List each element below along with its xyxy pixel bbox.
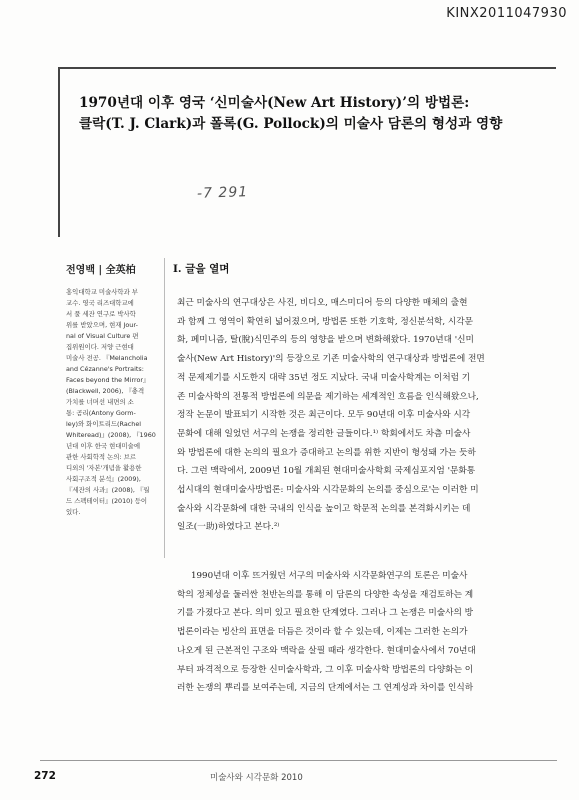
handwritten-note: -7 291 bbox=[196, 184, 249, 202]
document-id: KINX2011047930 bbox=[446, 6, 567, 21]
body-text-line: 와 방법론에 대한 논의의 필요가 증대하고 논의를 위한 지반이 형성돼 가는 듯하 bbox=[177, 447, 476, 458]
body-text-line: 술사와 시각문화에 대한 국내의 인식을 높이고 학문적 논의를 본격화시키는 데 bbox=[177, 503, 471, 514]
author-bio-line: 드 스펙테이터』(2010) 등이 bbox=[66, 497, 148, 505]
body-text-line: 존 미술사학의 전통적 방법론에 의문을 제기하는 세계적인 흐름을 인식해왔으나, bbox=[177, 391, 479, 402]
author-bio-line: 위를 받았으며, 현재 Jour- bbox=[66, 321, 138, 329]
author-bio-line: 있다. bbox=[66, 508, 81, 516]
footer-rule bbox=[40, 760, 557, 761]
column-divider bbox=[164, 258, 165, 558]
author-bio-line: 교수. 영국 리즈대학교에 bbox=[66, 299, 134, 307]
author-bio-line: Faces beyond the Mirror』 bbox=[66, 376, 150, 384]
body-text-line: 법론이라는 빙산의 표면을 더듬은 것이라 할 수 있는데, 이제는 그러한 논의가 bbox=[177, 627, 468, 638]
author-bio-line: 년대 이후 한국 현대미술에 bbox=[66, 442, 141, 450]
author-bio-line: 디외의 '자본'개념을 활용한 bbox=[66, 464, 142, 472]
author-bio-line: 『세잔의 사과』(2008), 『월 bbox=[66, 486, 150, 494]
author-bio-line: 집위원이다. 저양 근현대 bbox=[66, 343, 134, 351]
author-bio-line: and Cézanne's Portraits: bbox=[66, 365, 144, 373]
author-bio-line: 가치를 너머선 내면의 소 bbox=[66, 398, 134, 406]
author-bio-line: 서 풀 세잔 연구로 박사학 bbox=[66, 310, 136, 318]
page-number: 272 bbox=[34, 770, 56, 782]
journal-name: 미술사와 시각문화 2010 bbox=[210, 773, 303, 783]
title-frame-left-rule bbox=[58, 67, 60, 237]
body-text-line: 기를 가졌다고 본다. 의미 있고 필요한 단계였다. 그러나 그 논쟁은 미술사의 방 bbox=[177, 608, 474, 619]
body-text-line: 화, 페미니즘, 탈(脫)식민주의 등의 영향을 받으며 변화해왔다. 1970년대 '신미 bbox=[177, 335, 474, 346]
article-title bbox=[79, 93, 549, 135]
body-text-line: 문화에 대해 일었던 서구의 논쟁을 정리한 글들이다.¹⁾ 학회에서도 차츰 미술사 bbox=[177, 428, 471, 439]
body-text-line: 학의 정체성을 둘러싼 천반논의를 통해 이 담론의 다양한 속성을 재검토하는 계 bbox=[177, 589, 474, 600]
author-bio-line: (Blackwell, 2006), 『충격 bbox=[66, 387, 145, 395]
title-line-2: 클락(T. J. Clark)과 폴록(G. Pollock)의 미술사 담론의 형성과 영향 bbox=[79, 116, 503, 132]
author-name: 전영백 | 全英柏 bbox=[66, 265, 136, 276]
author-bio bbox=[66, 287, 158, 518]
body-paragraph-1 bbox=[177, 294, 552, 537]
title-line-1: 1970년대 이후 영국 ‘신미술사(New Art History)’의 방법론: bbox=[79, 95, 470, 111]
author-bio-line: ley)와 화이트리드(Rachel bbox=[66, 420, 142, 428]
body-text-line: 1990년대 이후 뜨거웠던 서구의 미술사와 시각문화연구의 토론은 미술사 bbox=[191, 571, 468, 581]
author-bio-line: Whiteread)』(2008), 『1960 bbox=[66, 431, 156, 439]
body-text-line: 최근 미술사의 연구대상은 사진, 비디오, 매스미디어 등의 다양한 매체의 출현 bbox=[177, 298, 468, 308]
author-bio-line: 사회구조적 분석』(2009), bbox=[66, 475, 141, 483]
author-bio-line: nal of Visual Culture 편 bbox=[66, 332, 139, 340]
body-text-line: 러한 논쟁의 뿌리를 보여주는데, 지금의 단계에서는 그 연계성과 차이를 인식하 bbox=[177, 683, 474, 694]
body-text-line: 적 문제제기를 시도한지 대략 35년 정도 지났다. 국내 미술사학계는 이처럼 기 bbox=[177, 372, 471, 383]
body-text-line: 섭시대의 현대미술사방법론: 미술사와 시각문화의 논의를 중심으로'는 이러한 미 bbox=[177, 485, 479, 496]
author-bio-line: 통: 곰리(Antony Gorm- bbox=[66, 409, 136, 417]
body-text-line: 정작 논문이 발표되기 시작한 것은 최근이다. 모두 90년대 이후 미술사와 시각 bbox=[177, 410, 471, 421]
author-bio-line: 미술사 전공. 『Melancholia bbox=[66, 354, 148, 362]
body-text-line: 다. 그런 맥락에서, 2009년 10월 개최된 현대미술사학회 국제심포지엄 '문화통 bbox=[177, 466, 476, 477]
author-bio-line: 관한 사회학적 논의: 브르 bbox=[66, 453, 136, 461]
body-paragraph-2 bbox=[177, 567, 552, 698]
body-text-line: 일조(一助)하였다고 본다.²⁾ bbox=[177, 522, 280, 533]
body-text-line: 과 함께 그 영역이 확연히 넓어졌으며, 방법론 또한 기호학, 정신분석학, 시각문 bbox=[177, 316, 474, 327]
author-bio-line: 홍익대학교 미술사학과 부 bbox=[66, 288, 138, 296]
title-frame-top-rule bbox=[58, 67, 556, 69]
body-text-line: 나오게 된 근본적인 구조와 맥락을 살필 때라 생각한다. 현대미술사에서 70년대 bbox=[177, 645, 476, 656]
body-text-line: 술사(New Art History)'의 등장으로 기존 미술사학의 연구대상과 방법론에 전면 bbox=[177, 354, 485, 365]
body-text-line: 부터 파격적으로 등장한 신미술사학과, 그 이후 미술사학 방법론의 다양화는 이 bbox=[177, 664, 474, 675]
section-heading: I. 글을 열며 bbox=[173, 263, 230, 275]
